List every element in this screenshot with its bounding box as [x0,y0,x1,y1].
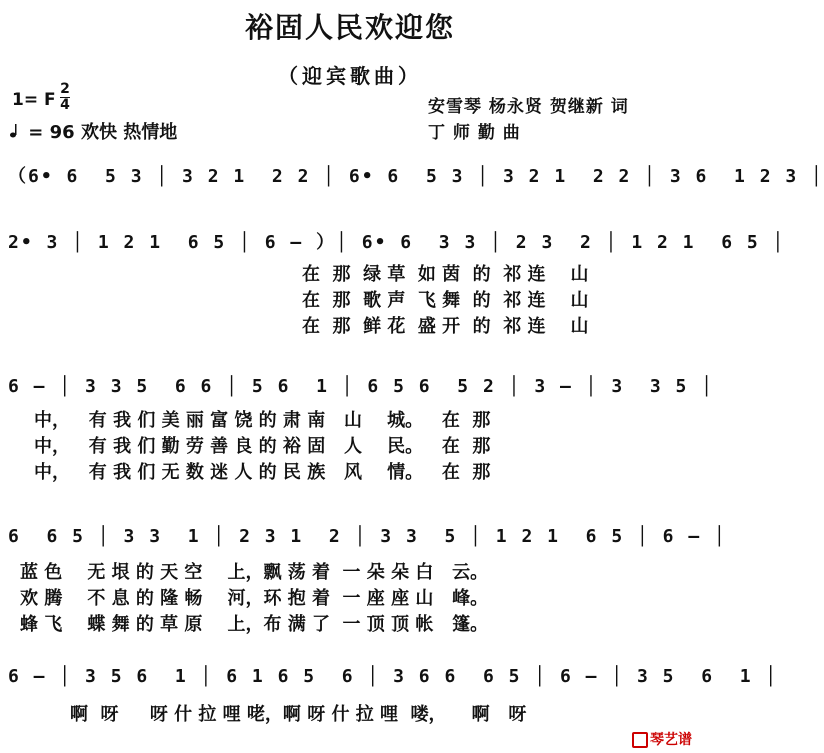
tempo-text: = 96 欢快 热情地 [28,122,178,143]
verse-line: 蜂 飞 蝶 舞 的 草 原 上，布 满 了 一 顶 顶 帐 篷。 [20,614,489,635]
tempo-marking [10,118,177,144]
verse-line: 欢 腾 不 息 的 隆 畅 河，环 抱 着 一 座 座 山 峰。 [20,588,489,609]
notation-line-4: 6 6 5 │ 3 3 1 │ 2 3 1 2 │ 3 3 5 │ 1 2 1 6 5 │ 6 — │ [8,526,727,547]
verse-line: 中， 有 我 们 美 丽 富 饶 的 肃 南 山 城。 在 那 [34,410,491,431]
time-signature [60,82,70,113]
watermark-text: 琴艺谱 [650,732,692,748]
notation-line-5: 6 — │ 3 5 6 1 │ 6 1 6 5 6 │ 3 6 6 6 5 │ 6 — │ 3 5 6 1 │ [8,666,779,687]
verse-line: 啊 呀 呀 什 拉 哩 咾，啊 呀 什 拉 哩 喽， 啊 呀 [70,704,527,725]
lyricist-credit: 安雪琴 杨永贤 贺继新 词 [428,97,629,117]
song-title: 裕固人民欢迎您 [244,11,455,44]
verse-line: 在 那 鲜 花 盛 开 的 祁 连 山 [302,316,589,337]
verse-line: 在 那 歌 声 飞 舞 的 祁 连 山 [302,290,589,311]
verse-line: 蓝 色 无 垠 的 天 空 上，飘 荡 着 一 朵 朵 白 云。 [20,562,489,583]
key-signature: 1= F [12,90,56,110]
composer-credit: 丁 师 勤 曲 [428,123,521,143]
time-sig-top: 2 [60,81,70,97]
verse-line: 在 那 绿 草 如 茵 的 祁 连 山 [302,264,589,285]
notation-line-1: （6• 6 5 3 │ 3 2 1 2 2 │ 6• 6 5 3 │ 3 2 1 2 2 │ 3 6 1 2 3 │ [8,166,824,187]
song-subtitle: （迎宾歌曲） [278,64,422,88]
watermark [622,729,692,749]
logo-icon [632,732,648,748]
verse-line: 中， 有 我 们 勤 劳 善 良 的 裕 固 人 民。 在 那 [34,436,491,457]
notation-line-2: 2• 3 │ 1 2 1 6 5 │ 6 — ）│ 6• 6 3 3 │ 2 3 2 │ 1 2 1 6 5 │ [8,232,786,253]
verse-line: 中， 有 我 们 无 数 迷 人 的 民 族 风 情。 在 那 [34,462,491,483]
quarter-note-icon [10,124,18,138]
notation-line-3: 6 — │ 3 3 5 6 6 │ 5 6 1 │ 6 5 6 5 2 │ 3 — │ 3 3 5 │ [8,376,715,397]
time-sig-bottom: 4 [60,97,70,113]
